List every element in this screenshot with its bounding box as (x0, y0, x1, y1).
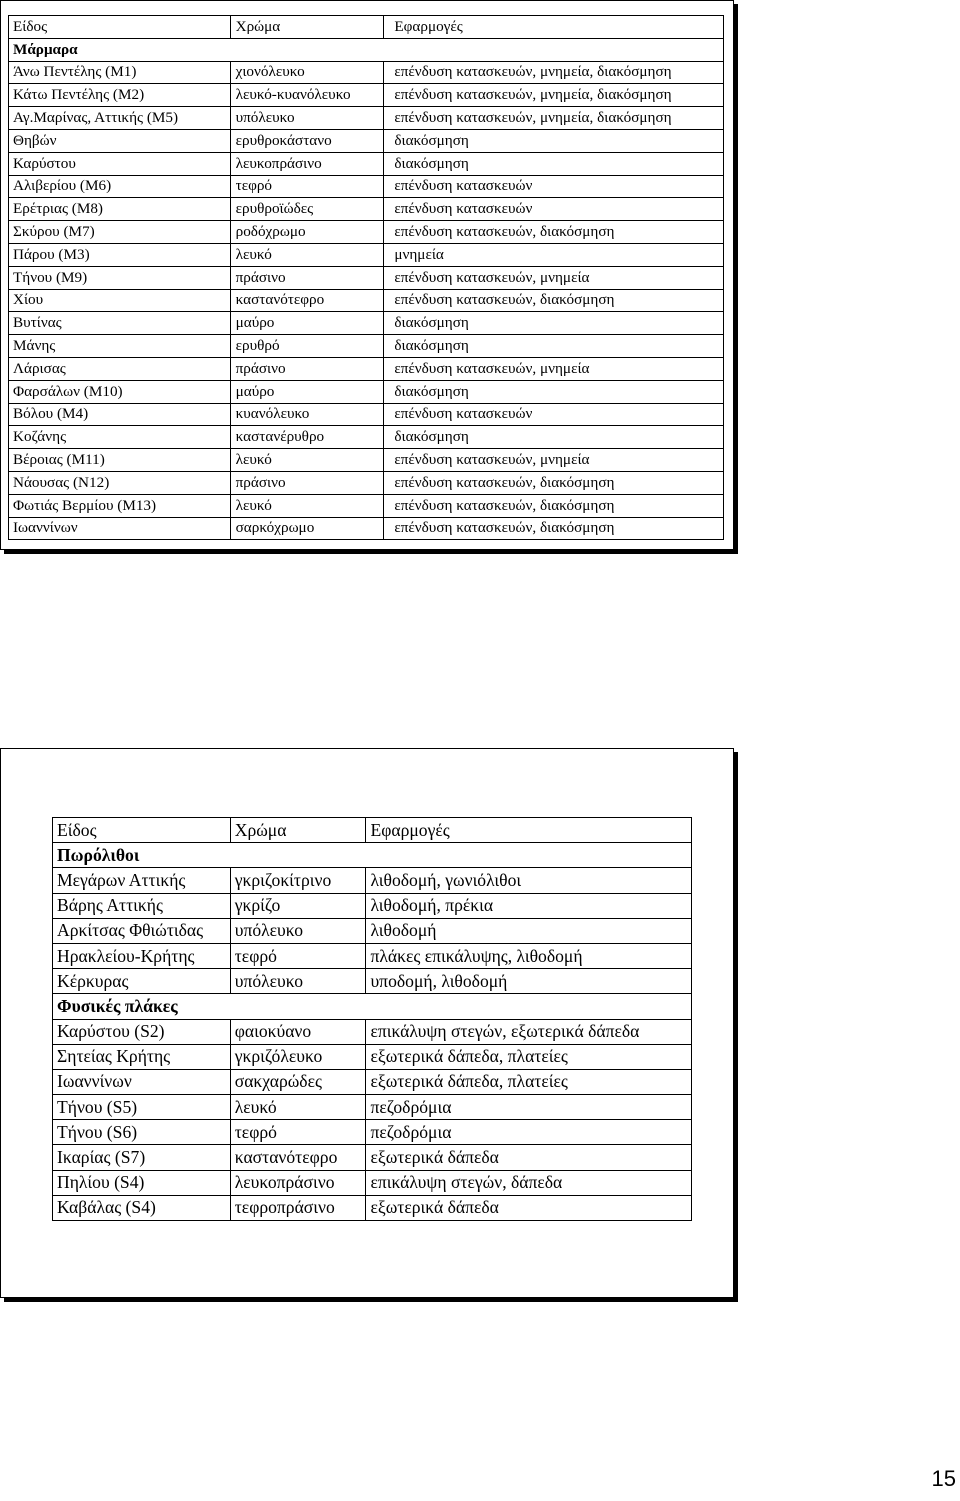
cell-applications: επένδυση κατασκευών, διακόσμηση (384, 289, 724, 312)
cell-applications: διακόσμηση (384, 380, 724, 403)
cell-applications: επένδυση κατασκευών, μνημεία (384, 266, 724, 289)
cell-applications: εξωτερικά δάπεδα (366, 1195, 692, 1220)
table-row (53, 1195, 692, 1220)
marble-table (8, 15, 724, 540)
table-row (53, 969, 692, 994)
table-row (53, 1044, 692, 1069)
cell-applications: εξωτερικά δάπεδα (366, 1145, 692, 1170)
cell-type: Αγ.Μαρίνας, Αττικής (Μ5) (9, 107, 231, 130)
cell-color: υπόλευκο (230, 918, 366, 943)
cell-type: Βυτίνας (9, 312, 231, 335)
cell-color: λευκό (230, 1095, 366, 1120)
cell-color: κυανόλευκο (230, 403, 384, 426)
cell-applications: επικάλυψη στεγών, δάπεδα (366, 1170, 692, 1195)
cell-type: Τήνου (S5) (53, 1095, 231, 1120)
cell-applications: λιθοδομή, γωνιόλιθοι (366, 868, 692, 893)
cell-type: Κάτω Πεντέλης (Μ2) (9, 84, 231, 107)
table-row (9, 198, 724, 221)
table-row (53, 1170, 692, 1195)
cell-applications: επένδυση κατασκευών, μνημεία, διακόσμηση (384, 107, 724, 130)
cell-type: Ερέτριας (Μ8) (9, 198, 231, 221)
cell-type: Πηλίου (S4) (53, 1170, 231, 1195)
table-row (9, 129, 724, 152)
cell-color: ερυθροϊώδες (230, 198, 384, 221)
cell-color: τεφρό (230, 175, 384, 198)
header-color: Χρώμα (230, 818, 366, 843)
cell-type: Καρύστου (S2) (53, 1019, 231, 1044)
table-row (9, 152, 724, 175)
cell-color: γκριζόλευκο (230, 1044, 366, 1069)
table-header-row (53, 818, 692, 843)
table-row (9, 494, 724, 517)
cell-applications: επένδυση κατασκευών, διακόσμηση (384, 471, 724, 494)
cell-applications: διακόσμηση (384, 129, 724, 152)
cell-color: ροδόχρωμο (230, 221, 384, 244)
cell-type: Μάνης (9, 335, 231, 358)
cell-type: Χίου (9, 289, 231, 312)
table-row (53, 943, 692, 968)
cell-applications: επένδυση κατασκευών, διακόσμηση (384, 221, 724, 244)
header-applications: Εφαρμογές (384, 16, 724, 39)
header-applications: Εφαρμογές (366, 818, 692, 843)
cell-color: πράσινο (230, 357, 384, 380)
cell-applications: διακόσμηση (384, 312, 724, 335)
cell-color: χιονόλευκο (230, 61, 384, 84)
table-row (53, 1145, 692, 1170)
cell-type: Νάουσας (Ν12) (9, 471, 231, 494)
cell-type: Σκύρου (Μ7) (9, 221, 231, 244)
cell-color: καστανότεφρο (230, 1145, 366, 1170)
cell-applications: διακόσμηση (384, 426, 724, 449)
table-row (9, 380, 724, 403)
cell-color: καστανέρυθρο (230, 426, 384, 449)
header-type: Είδος (53, 818, 231, 843)
cell-type: Κέρκυρας (53, 969, 231, 994)
cell-applications: διακόσμηση (384, 335, 724, 358)
table-row (9, 221, 724, 244)
section-row (53, 843, 692, 868)
table-row (53, 868, 692, 893)
cell-type: Ιωαννίνων (53, 1069, 231, 1094)
table-row (9, 289, 724, 312)
table-row (9, 312, 724, 335)
cell-color: λευκό (230, 449, 384, 472)
table-row (9, 266, 724, 289)
table-row (9, 335, 724, 358)
table-row (9, 357, 724, 380)
cell-applications: επένδυση κατασκευών, μνημεία (384, 449, 724, 472)
cell-color: σαρκόχρωμο (230, 517, 384, 540)
slide-marble (0, 0, 734, 550)
table-row (9, 243, 724, 266)
cell-type: Ικαρίας (S7) (53, 1145, 231, 1170)
cell-color: υπόλευκο (230, 969, 366, 994)
cell-color: μαύρο (230, 312, 384, 335)
cell-applications: επένδυση κατασκευών, μνημεία, διακόσμηση (384, 61, 724, 84)
table-row (53, 1120, 692, 1145)
cell-color: λευκό (230, 494, 384, 517)
table-header-row (9, 16, 724, 39)
table-row (9, 426, 724, 449)
cell-color: γκρίζο (230, 893, 366, 918)
cell-color: ερυθρό (230, 335, 384, 358)
cell-applications: λιθοδομή (366, 918, 692, 943)
cell-color: τεφρό (230, 1120, 366, 1145)
table-row (53, 893, 692, 918)
cell-type: Μεγάρων Αττικής (53, 868, 231, 893)
cell-color: πράσινο (230, 266, 384, 289)
cell-applications: πεζοδρόμια (366, 1120, 692, 1145)
table-row (9, 61, 724, 84)
cell-applications: διακόσμηση (384, 152, 724, 175)
cell-type: Ιωαννίνων (9, 517, 231, 540)
cell-applications: επένδυση κατασκευών, μνημεία, διακόσμηση (384, 84, 724, 107)
cell-type: Κοζάνης (9, 426, 231, 449)
cell-applications: επένδυση κατασκευών, διακόσμηση (384, 517, 724, 540)
table-row (9, 107, 724, 130)
cell-applications: εξωτερικά δάπεδα, πλατείες (366, 1044, 692, 1069)
cell-type: Φωτιάς Βερμίου (Μ13) (9, 494, 231, 517)
cell-applications: επένδυση κατασκευών (384, 175, 724, 198)
table-row (9, 84, 724, 107)
table-row (53, 1069, 692, 1094)
header-color: Χρώμα (230, 16, 384, 39)
cell-type: Θηβών (9, 129, 231, 152)
cell-applications: εξωτερικά δάπεδα, πλατείες (366, 1069, 692, 1094)
cell-color: γκριζοκίτρινο (230, 868, 366, 893)
cell-type: Αρκίτσας Φθιώτιδας (53, 918, 231, 943)
section-row (53, 994, 692, 1019)
table-row (9, 449, 724, 472)
cell-type: Καβάλας (S4) (53, 1195, 231, 1220)
cell-color: τεφρό (230, 943, 366, 968)
cell-type: Φαρσάλων (Μ10) (9, 380, 231, 403)
stones-table (52, 817, 692, 1221)
cell-type: Άνω Πεντέλης (Μ1) (9, 61, 231, 84)
cell-type: Ηρακλείου-Κρήτης (53, 943, 231, 968)
table-row (53, 918, 692, 943)
cell-type: Βόλου (Μ4) (9, 403, 231, 426)
cell-type: Λάρισας (9, 357, 231, 380)
header-type: Είδος (9, 16, 231, 39)
table-row (9, 517, 724, 540)
table-row (9, 471, 724, 494)
cell-color: καστανότεφρο (230, 289, 384, 312)
cell-color: μαύρο (230, 380, 384, 403)
cell-type: Βάρης Αττικής (53, 893, 231, 918)
cell-color: τεφροπράσινο (230, 1195, 366, 1220)
cell-applications: λιθοδομή, πρέκια (366, 893, 692, 918)
cell-color: λευκό (230, 243, 384, 266)
cell-type: Σητείας Κρήτης (53, 1044, 231, 1069)
cell-color: σακχαρώδες (230, 1069, 366, 1094)
section-title: Πωρόλιθοι (53, 843, 692, 868)
cell-applications: επένδυση κατασκευών (384, 198, 724, 221)
cell-applications: μνημεία (384, 243, 724, 266)
cell-color: πράσινο (230, 471, 384, 494)
cell-applications: επένδυση κατασκευών, διακόσμηση (384, 494, 724, 517)
cell-type: Αλιβερίου (Μ6) (9, 175, 231, 198)
cell-type: Πάρου (Μ3) (9, 243, 231, 266)
cell-color: υπόλευκο (230, 107, 384, 130)
section-title: Φυσικές πλάκες (53, 994, 692, 1019)
cell-type: Βέροιας (Μ11) (9, 449, 231, 472)
cell-color: λευκοπράσινο (230, 152, 384, 175)
cell-type: Καρύστου (9, 152, 231, 175)
cell-applications: υποδομή, λιθοδομή (366, 969, 692, 994)
cell-color: λευκό-κυανόλευκο (230, 84, 384, 107)
table-row (9, 403, 724, 426)
section-row (9, 38, 724, 61)
cell-applications: επένδυση κατασκευών (384, 403, 724, 426)
cell-color: λευκοπράσινο (230, 1170, 366, 1195)
table-row (53, 1095, 692, 1120)
cell-color: ερυθροκάστανο (230, 129, 384, 152)
cell-applications: πεζοδρόμια (366, 1095, 692, 1120)
cell-applications: επένδυση κατασκευών, μνημεία (384, 357, 724, 380)
cell-applications: επικάλυψη στεγών, εξωτερικά δάπεδα (366, 1019, 692, 1044)
section-title-marble: Μάρμαρα (9, 38, 724, 61)
page-number: 15 (931, 1466, 956, 1491)
cell-type: Τήνου (S6) (53, 1120, 231, 1145)
cell-color: φαιοκύανο (230, 1019, 366, 1044)
cell-applications: πλάκες επικάλυψης, λιθοδομή (366, 943, 692, 968)
cell-type: Τήνου (Μ9) (9, 266, 231, 289)
table-row (9, 175, 724, 198)
table-row (53, 1019, 692, 1044)
